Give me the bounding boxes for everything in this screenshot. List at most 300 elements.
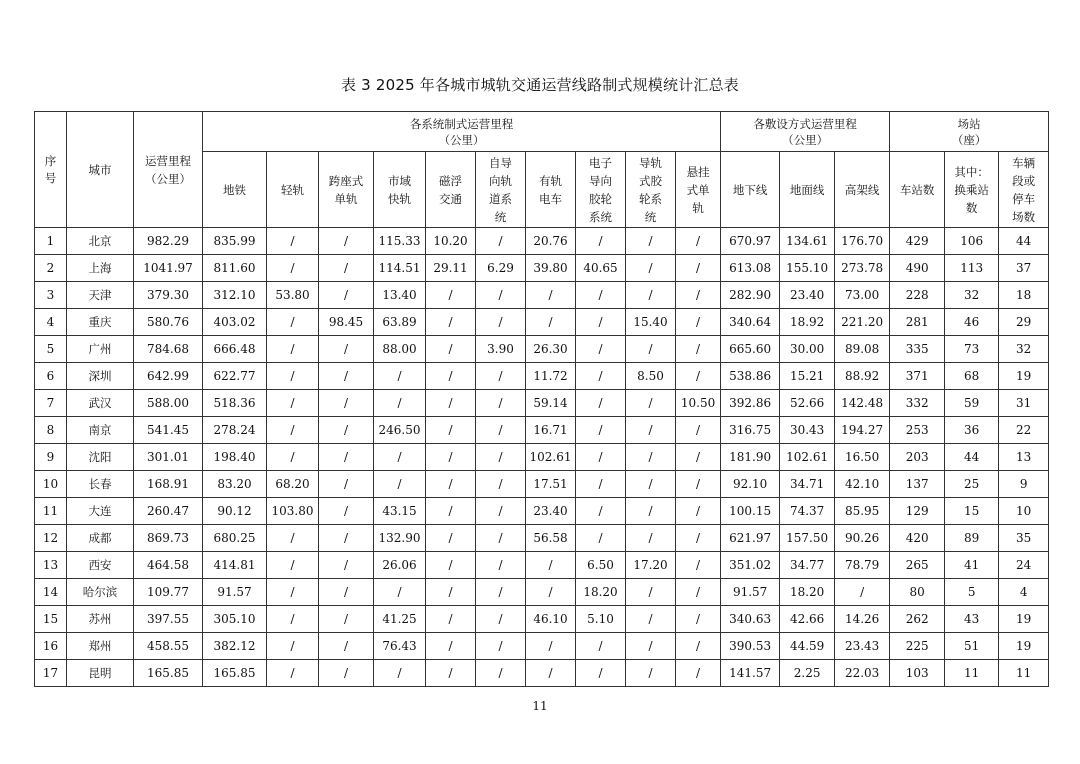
table-cell: 19 bbox=[999, 606, 1049, 633]
table-cell: 10.20 bbox=[426, 228, 476, 255]
row-seq: 6 bbox=[35, 363, 67, 390]
row-seq: 11 bbox=[35, 498, 67, 525]
table-row bbox=[35, 471, 1049, 498]
table-cell: 23.40 bbox=[526, 498, 576, 525]
table-cell: 90.26 bbox=[835, 525, 890, 552]
table-cell: 18.20 bbox=[780, 579, 835, 606]
table-cell: 132.90 bbox=[374, 525, 426, 552]
table-cell: 115.33 bbox=[374, 228, 426, 255]
table-cell: / bbox=[319, 282, 374, 309]
table-cell: 41 bbox=[945, 552, 999, 579]
row-city: 南京 bbox=[67, 417, 134, 444]
table-cell: / bbox=[526, 552, 576, 579]
table-row bbox=[35, 660, 1049, 687]
table-cell: 19 bbox=[999, 633, 1049, 660]
table-cell: 78.79 bbox=[835, 552, 890, 579]
table-cell: 784.68 bbox=[134, 336, 203, 363]
row-city: 昆明 bbox=[67, 660, 134, 687]
table-cell: 39.80 bbox=[526, 255, 576, 282]
table-cell: / bbox=[676, 363, 721, 390]
table-cell: 403.02 bbox=[203, 309, 267, 336]
table-cell: 490 bbox=[890, 255, 945, 282]
table-cell: 332 bbox=[890, 390, 945, 417]
table-row bbox=[35, 579, 1049, 606]
table-cell: 34.77 bbox=[780, 552, 835, 579]
table-cell: / bbox=[676, 552, 721, 579]
table-cell: 109.77 bbox=[134, 579, 203, 606]
table-cell: / bbox=[426, 471, 476, 498]
row-city: 成都 bbox=[67, 525, 134, 552]
table-cell: 59 bbox=[945, 390, 999, 417]
table-cell: / bbox=[426, 606, 476, 633]
table-cell: / bbox=[319, 660, 374, 687]
row-city: 武汉 bbox=[67, 390, 134, 417]
table-cell: / bbox=[576, 471, 626, 498]
table-cell: / bbox=[319, 417, 374, 444]
table-cell: / bbox=[676, 660, 721, 687]
table-cell: 458.55 bbox=[134, 633, 203, 660]
table-cell: 15 bbox=[945, 498, 999, 525]
table-cell: / bbox=[476, 471, 526, 498]
table-cell: 9 bbox=[999, 471, 1049, 498]
table-cell: 2.25 bbox=[780, 660, 835, 687]
row-seq: 12 bbox=[35, 525, 67, 552]
table-cell: / bbox=[476, 579, 526, 606]
table-cell: / bbox=[676, 417, 721, 444]
row-seq: 4 bbox=[35, 309, 67, 336]
table-cell: 80 bbox=[890, 579, 945, 606]
table-cell: 43 bbox=[945, 606, 999, 633]
table-cell: / bbox=[374, 363, 426, 390]
table-cell: 518.36 bbox=[203, 390, 267, 417]
table-cell: / bbox=[676, 579, 721, 606]
row-city: 深圳 bbox=[67, 363, 134, 390]
row-city: 长春 bbox=[67, 471, 134, 498]
table-cell: 382.12 bbox=[203, 633, 267, 660]
table-cell: 1041.97 bbox=[134, 255, 203, 282]
table-cell: 301.01 bbox=[134, 444, 203, 471]
table-cell: 176.70 bbox=[835, 228, 890, 255]
table-cell: / bbox=[319, 471, 374, 498]
table-cell: 113 bbox=[945, 255, 999, 282]
table-cell: 260.47 bbox=[134, 498, 203, 525]
table-cell: / bbox=[319, 228, 374, 255]
row-city: 广州 bbox=[67, 336, 134, 363]
table-cell: 680.25 bbox=[203, 525, 267, 552]
table-cell: / bbox=[267, 255, 319, 282]
table-cell: 379.30 bbox=[134, 282, 203, 309]
header-sys-electronic-guided: 电子导向胶轮系统 bbox=[576, 152, 626, 228]
table-cell: / bbox=[626, 228, 676, 255]
table-cell: / bbox=[319, 525, 374, 552]
table-cell: / bbox=[319, 579, 374, 606]
table-row bbox=[35, 336, 1049, 363]
table-cell: 52.66 bbox=[780, 390, 835, 417]
row-seq: 17 bbox=[35, 660, 67, 687]
table-cell: 194.27 bbox=[835, 417, 890, 444]
table-cell: 11 bbox=[999, 660, 1049, 687]
table-cell: / bbox=[576, 282, 626, 309]
table-cell: 59.14 bbox=[526, 390, 576, 417]
table-cell: 35 bbox=[999, 525, 1049, 552]
table-cell: 134.61 bbox=[780, 228, 835, 255]
table-cell: / bbox=[576, 390, 626, 417]
table-cell: / bbox=[319, 255, 374, 282]
table-cell: / bbox=[426, 282, 476, 309]
row-city: 北京 bbox=[67, 228, 134, 255]
table-cell: 4 bbox=[999, 579, 1049, 606]
table-cell: 32 bbox=[945, 282, 999, 309]
table-cell: 44 bbox=[999, 228, 1049, 255]
table-cell: / bbox=[426, 579, 476, 606]
table-row bbox=[35, 282, 1049, 309]
table-cell: 88.00 bbox=[374, 336, 426, 363]
table-cell: 74.37 bbox=[780, 498, 835, 525]
table-cell: / bbox=[676, 336, 721, 363]
row-seq: 14 bbox=[35, 579, 67, 606]
table-cell: 580.76 bbox=[134, 309, 203, 336]
table-cell: 30.00 bbox=[780, 336, 835, 363]
table-cell: 23.40 bbox=[780, 282, 835, 309]
statistics-table bbox=[34, 111, 1049, 687]
table-cell: 3.90 bbox=[476, 336, 526, 363]
table-cell: 414.81 bbox=[203, 552, 267, 579]
table-cell: 73 bbox=[945, 336, 999, 363]
table-cell: 16.50 bbox=[835, 444, 890, 471]
header-sys-tram: 有轨电车 bbox=[526, 152, 576, 228]
table-cell: / bbox=[626, 633, 676, 660]
table-cell: / bbox=[319, 498, 374, 525]
table-cell: / bbox=[267, 336, 319, 363]
table-row bbox=[35, 390, 1049, 417]
table-cell: 221.20 bbox=[835, 309, 890, 336]
table-cell: 73.00 bbox=[835, 282, 890, 309]
table-cell: 102.61 bbox=[780, 444, 835, 471]
table-cell: / bbox=[426, 444, 476, 471]
table-cell: / bbox=[319, 390, 374, 417]
table-cell: / bbox=[476, 228, 526, 255]
header-st-depots: 车辆段或停车场数 bbox=[999, 152, 1049, 228]
table-cell: / bbox=[267, 228, 319, 255]
table-cell: 129 bbox=[890, 498, 945, 525]
header-sys-metro: 地铁 bbox=[203, 152, 267, 228]
header-lay-elevated: 高架线 bbox=[835, 152, 890, 228]
table-cell: / bbox=[319, 336, 374, 363]
table-cell: 262 bbox=[890, 606, 945, 633]
table-cell: / bbox=[476, 633, 526, 660]
table-cell: 15.40 bbox=[626, 309, 676, 336]
table-cell: 13 bbox=[999, 444, 1049, 471]
header-sys-light-rail: 轻轨 bbox=[267, 152, 319, 228]
table-cell: 588.00 bbox=[134, 390, 203, 417]
table-cell: / bbox=[576, 417, 626, 444]
table-cell: 63.89 bbox=[374, 309, 426, 336]
table-cell: / bbox=[576, 660, 626, 687]
table-cell: 141.57 bbox=[721, 660, 780, 687]
table-cell: / bbox=[426, 363, 476, 390]
table-cell: / bbox=[267, 363, 319, 390]
row-city: 苏州 bbox=[67, 606, 134, 633]
table-cell: 203 bbox=[890, 444, 945, 471]
table-cell: 464.58 bbox=[134, 552, 203, 579]
table-cell: 25 bbox=[945, 471, 999, 498]
table-cell: 282.90 bbox=[721, 282, 780, 309]
table-cell: / bbox=[267, 525, 319, 552]
table-cell: 8.50 bbox=[626, 363, 676, 390]
header-lay-underground: 地下线 bbox=[721, 152, 780, 228]
table-cell: 42.66 bbox=[780, 606, 835, 633]
page-number: 11 bbox=[532, 699, 548, 713]
table-cell: / bbox=[576, 336, 626, 363]
table-cell: / bbox=[626, 444, 676, 471]
header-group-laying: 各敷设方式运营里程 （公里） bbox=[721, 112, 890, 152]
table-cell: 90.12 bbox=[203, 498, 267, 525]
table-cell: 42.10 bbox=[835, 471, 890, 498]
table-cell: 6.50 bbox=[576, 552, 626, 579]
table-cell: 18 bbox=[999, 282, 1049, 309]
table-cell: 30.43 bbox=[780, 417, 835, 444]
table-cell: 253 bbox=[890, 417, 945, 444]
table-cell: 102.61 bbox=[526, 444, 576, 471]
table-cell: 114.51 bbox=[374, 255, 426, 282]
table-cell: 37 bbox=[999, 255, 1049, 282]
table-cell: 41.25 bbox=[374, 606, 426, 633]
table-cell: / bbox=[267, 417, 319, 444]
table-cell: / bbox=[267, 309, 319, 336]
table-cell: 88.92 bbox=[835, 363, 890, 390]
table-cell: 228 bbox=[890, 282, 945, 309]
row-city: 西安 bbox=[67, 552, 134, 579]
table-cell: / bbox=[576, 633, 626, 660]
table-cell: / bbox=[319, 606, 374, 633]
table-cell: 397.55 bbox=[134, 606, 203, 633]
table-cell: 56.58 bbox=[526, 525, 576, 552]
table-cell: 22 bbox=[999, 417, 1049, 444]
table-cell: / bbox=[576, 525, 626, 552]
table-cell: 340.64 bbox=[721, 309, 780, 336]
table-cell: / bbox=[626, 255, 676, 282]
table-cell: 83.20 bbox=[203, 471, 267, 498]
table-cell: 26.06 bbox=[374, 552, 426, 579]
table-cell: 89.08 bbox=[835, 336, 890, 363]
table-cell: 642.99 bbox=[134, 363, 203, 390]
table-cell: 305.10 bbox=[203, 606, 267, 633]
table-cell: / bbox=[676, 228, 721, 255]
table-cell: 91.57 bbox=[721, 579, 780, 606]
table-cell: 281 bbox=[890, 309, 945, 336]
table-cell: 46.10 bbox=[526, 606, 576, 633]
table-cell: / bbox=[374, 660, 426, 687]
table-cell: 621.97 bbox=[721, 525, 780, 552]
table-cell: / bbox=[576, 498, 626, 525]
table-cell: 142.48 bbox=[835, 390, 890, 417]
table-cell: / bbox=[835, 579, 890, 606]
table-cell: 811.60 bbox=[203, 255, 267, 282]
table-cell: 17.51 bbox=[526, 471, 576, 498]
table-cell: 155.10 bbox=[780, 255, 835, 282]
table-cell: / bbox=[267, 606, 319, 633]
row-city: 哈尔滨 bbox=[67, 579, 134, 606]
table-cell: / bbox=[476, 606, 526, 633]
table-cell: 44.59 bbox=[780, 633, 835, 660]
table-cell: / bbox=[626, 417, 676, 444]
table-cell: / bbox=[319, 552, 374, 579]
table-title: 表 3 2025 年各城市城轨交通运营线路制式规模统计汇总表 bbox=[340, 76, 740, 94]
table-cell: 22.03 bbox=[835, 660, 890, 687]
table-cell: 5.10 bbox=[576, 606, 626, 633]
table-cell: 157.50 bbox=[780, 525, 835, 552]
table-cell: / bbox=[426, 525, 476, 552]
table-cell: 982.29 bbox=[134, 228, 203, 255]
table-cell: 100.15 bbox=[721, 498, 780, 525]
row-seq: 1 bbox=[35, 228, 67, 255]
table-cell: 20.76 bbox=[526, 228, 576, 255]
table-cell: 665.60 bbox=[721, 336, 780, 363]
table-cell: / bbox=[676, 498, 721, 525]
table-cell: / bbox=[476, 660, 526, 687]
table-cell: / bbox=[319, 363, 374, 390]
table-cell: 622.77 bbox=[203, 363, 267, 390]
table-cell: / bbox=[626, 579, 676, 606]
table-cell: / bbox=[476, 552, 526, 579]
table-cell: / bbox=[626, 606, 676, 633]
table-cell: 10 bbox=[999, 498, 1049, 525]
table-cell: / bbox=[426, 633, 476, 660]
table-cell: 168.91 bbox=[134, 471, 203, 498]
table-cell: / bbox=[526, 660, 576, 687]
table-cell: / bbox=[374, 444, 426, 471]
table-cell: 46 bbox=[945, 309, 999, 336]
table-cell: 68 bbox=[945, 363, 999, 390]
table-cell: 666.48 bbox=[203, 336, 267, 363]
header-sys-straddle-monorail: 跨座式单轨 bbox=[319, 152, 374, 228]
row-city: 天津 bbox=[67, 282, 134, 309]
table-cell: / bbox=[426, 309, 476, 336]
row-seq: 3 bbox=[35, 282, 67, 309]
table-cell: / bbox=[319, 444, 374, 471]
table-cell: / bbox=[374, 390, 426, 417]
table-cell: / bbox=[576, 444, 626, 471]
table-cell: / bbox=[526, 633, 576, 660]
table-cell: / bbox=[374, 579, 426, 606]
table-cell: 91.57 bbox=[203, 579, 267, 606]
table-cell: / bbox=[476, 444, 526, 471]
table-cell: 246.50 bbox=[374, 417, 426, 444]
table-row bbox=[35, 633, 1049, 660]
table-cell: / bbox=[426, 660, 476, 687]
table-cell: 429 bbox=[890, 228, 945, 255]
table-cell: / bbox=[476, 525, 526, 552]
table-cell: 278.24 bbox=[203, 417, 267, 444]
table-cell: / bbox=[676, 282, 721, 309]
table-cell: / bbox=[476, 417, 526, 444]
table-cell: 89 bbox=[945, 525, 999, 552]
row-seq: 5 bbox=[35, 336, 67, 363]
table-cell: 76.43 bbox=[374, 633, 426, 660]
table-cell: 51 bbox=[945, 633, 999, 660]
table-cell: 5 bbox=[945, 579, 999, 606]
table-cell: 869.73 bbox=[134, 525, 203, 552]
table-cell: / bbox=[676, 309, 721, 336]
table-cell: 43.15 bbox=[374, 498, 426, 525]
table-cell: 392.86 bbox=[721, 390, 780, 417]
table-cell: 103.80 bbox=[267, 498, 319, 525]
table-cell: 165.85 bbox=[134, 660, 203, 687]
table-cell: 32 bbox=[999, 336, 1049, 363]
header-seq: 序号 bbox=[35, 112, 67, 228]
table-cell: / bbox=[576, 228, 626, 255]
table-cell: / bbox=[426, 417, 476, 444]
header-city: 城市 bbox=[67, 112, 134, 228]
table-cell: / bbox=[267, 633, 319, 660]
table-cell: / bbox=[676, 255, 721, 282]
table-cell: / bbox=[476, 498, 526, 525]
table-cell: 98.45 bbox=[319, 309, 374, 336]
header-st-stations: 车站数 bbox=[890, 152, 945, 228]
table-row bbox=[35, 498, 1049, 525]
table-cell: 340.63 bbox=[721, 606, 780, 633]
table-cell: 85.95 bbox=[835, 498, 890, 525]
table-cell: / bbox=[476, 390, 526, 417]
header-sys-suspended-monorail: 悬挂式单轨 bbox=[676, 152, 721, 228]
header-group-systems: 各系统制式运营里程 （公里） bbox=[203, 112, 721, 152]
table-cell: / bbox=[626, 336, 676, 363]
table-cell: 24 bbox=[999, 552, 1049, 579]
table-cell: 53.80 bbox=[267, 282, 319, 309]
table-cell: 312.10 bbox=[203, 282, 267, 309]
header-sys-suburban-rail: 市域快轨 bbox=[374, 152, 426, 228]
table-cell: / bbox=[426, 552, 476, 579]
header-sys-maglev: 磁浮交通 bbox=[426, 152, 476, 228]
table-cell: 613.08 bbox=[721, 255, 780, 282]
table-cell: / bbox=[476, 363, 526, 390]
table-cell: / bbox=[676, 633, 721, 660]
table-cell: / bbox=[576, 363, 626, 390]
table-cell: 44 bbox=[945, 444, 999, 471]
table-cell: 92.10 bbox=[721, 471, 780, 498]
table-cell: 316.75 bbox=[721, 417, 780, 444]
table-cell: / bbox=[676, 471, 721, 498]
table-cell: 420 bbox=[890, 525, 945, 552]
table-cell: 17.20 bbox=[626, 552, 676, 579]
table-cell: / bbox=[626, 471, 676, 498]
table-cell: 23.43 bbox=[835, 633, 890, 660]
table-cell: / bbox=[426, 336, 476, 363]
table-cell: / bbox=[626, 660, 676, 687]
table-cell: 26.30 bbox=[526, 336, 576, 363]
table-row bbox=[35, 606, 1049, 633]
table-cell: / bbox=[676, 606, 721, 633]
table-row bbox=[35, 309, 1049, 336]
table-row bbox=[35, 255, 1049, 282]
row-city: 大连 bbox=[67, 498, 134, 525]
header-sys-apm: 自导向轨道系统 bbox=[476, 152, 526, 228]
row-seq: 15 bbox=[35, 606, 67, 633]
table-row bbox=[35, 228, 1049, 255]
table-row bbox=[35, 444, 1049, 471]
row-seq: 2 bbox=[35, 255, 67, 282]
table-cell: 13.40 bbox=[374, 282, 426, 309]
row-seq: 10 bbox=[35, 471, 67, 498]
table-cell: 541.45 bbox=[134, 417, 203, 444]
table-row bbox=[35, 417, 1049, 444]
row-city: 重庆 bbox=[67, 309, 134, 336]
table-cell: / bbox=[626, 525, 676, 552]
table-cell: / bbox=[267, 579, 319, 606]
table-cell: / bbox=[626, 498, 676, 525]
table-cell: 40.65 bbox=[576, 255, 626, 282]
row-city: 上海 bbox=[67, 255, 134, 282]
